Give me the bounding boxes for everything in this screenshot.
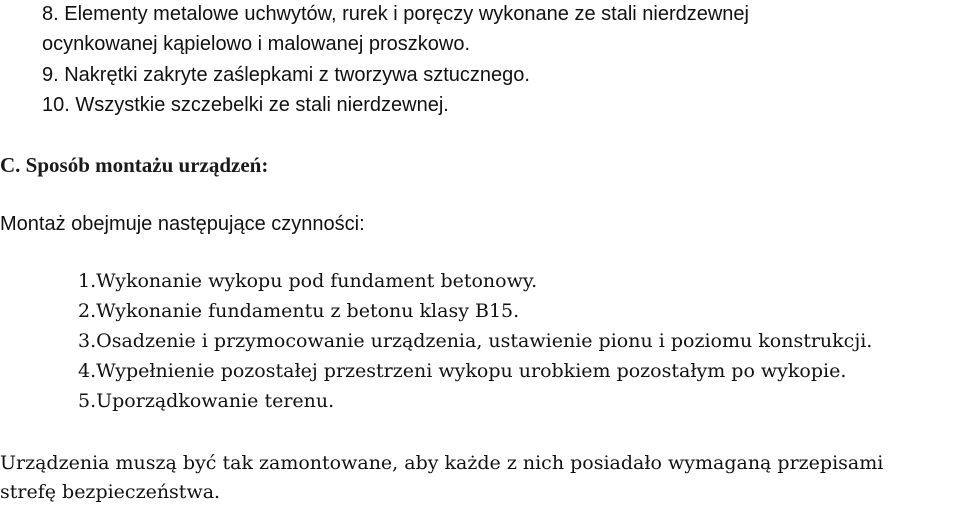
material-item-10: 10. Wszystkie szczebelki ze stali nierdzewnej. xyxy=(42,94,449,116)
step-3: 3.Osadzenie i przymocowanie urządzenia, ustawienie pionu i poziomu konstrukcji. xyxy=(78,330,873,352)
material-item-8-line-2: ocynkowanej kąpielowo i malowanej proszkowo. xyxy=(42,33,470,55)
step-5: 5.Uporządkowanie terenu. xyxy=(78,390,335,412)
section-intro: Montaż obejmuje następujące czynności: xyxy=(0,213,365,235)
closing-line-2: strefę bezpieczeństwa. xyxy=(0,481,221,503)
closing-line-1: Urządzenia muszą być tak zamontowane, aby każde z nich posiadało wymaganą przepisami xyxy=(0,452,884,474)
step-4: 4.Wypełnienie pozostałej przestrzeni wykopu urobkiem pozostałym po wykopie. xyxy=(78,360,847,382)
step-2: 2.Wykonanie fundamentu z betonu klasy B15. xyxy=(78,300,520,322)
step-1: 1.Wykonanie wykopu pod fundament betonowy. xyxy=(78,270,538,292)
material-item-8-line-1: 8. Elementy metalowe uchwytów, rurek i poręczy wykonane ze stali nierdzewnej xyxy=(42,3,749,25)
material-item-9: 9. Nakrętki zakryte zaślepkami z tworzywa sztucznego. xyxy=(42,64,530,86)
section-heading: C. Sposób montażu urządzeń: xyxy=(0,153,269,177)
